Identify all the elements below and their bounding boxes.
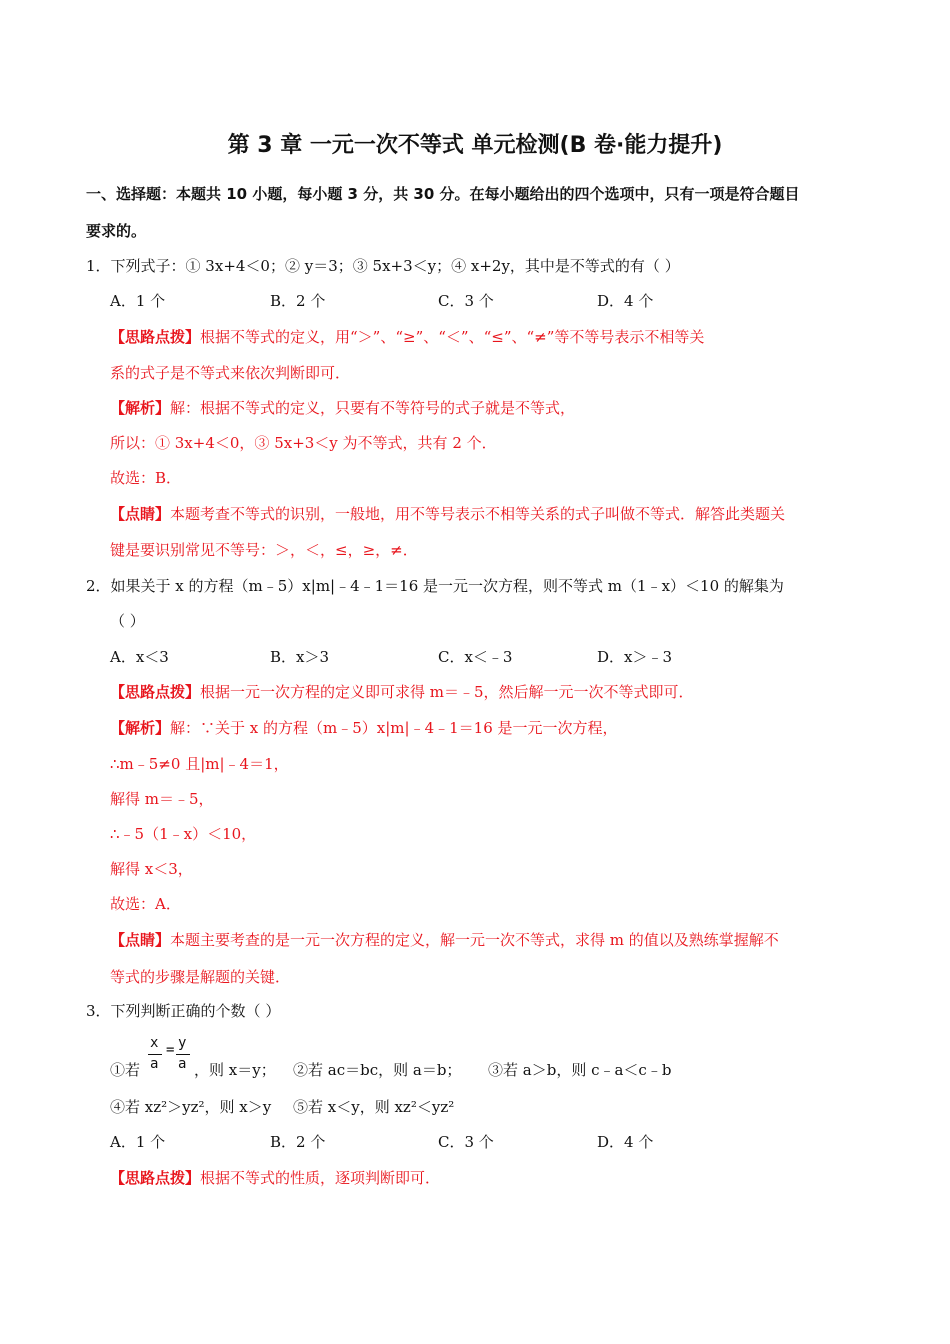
q1-solution-line3: 故选：B．	[110, 469, 182, 487]
q2-stem-line1: 2．如果关于 x 的方程（m﹣5）x|m|﹣4﹣1＝16 是一元一次方程，则不等式 m（1﹣x）＜10 的解集为	[86, 577, 784, 595]
q3-frac-bar-1	[148, 1054, 162, 1055]
q3-statement-3: ③若 a＞b，则 c﹣a＜c﹣b	[488, 1061, 672, 1079]
q2-solution-line5: 解得 x＜3，	[110, 860, 193, 878]
section-heading-line1: 一、选择题：本题共 10 小题，每小题 3 分，共 30 分。在每小题给出的四个选项中，只有一项是符合题目	[86, 185, 800, 203]
q3-statement-4: ④若 xz²＞yz²，则 x＞y	[110, 1098, 272, 1116]
q3-frac-numerator-x: x	[150, 1035, 159, 1051]
q1-option-c: C．3 个	[438, 292, 494, 310]
q2-solution-tag: 【解析】	[110, 719, 171, 737]
q1-option-b: B．2 个	[270, 292, 326, 310]
q1-solution-text: 解：根据不等式的定义，只要有不等符号的式子就是不等式，	[170, 399, 576, 417]
q1-point-line1	[110, 504, 785, 524]
q2-point-line2: 等式的步骤是解题的关键．	[110, 968, 291, 986]
q1-stem: 1．下列式子：① 3x+4＜0；② y＝3；③ 5x+3＜y；④ x+2y，其中是不等式的有（ ）	[86, 257, 680, 275]
q3-frac-equals: =	[166, 1042, 175, 1058]
q3-hint-text: 根据不等式的性质，逐项判断即可．	[200, 1169, 441, 1187]
q3-frac-bar-2	[176, 1054, 190, 1055]
q2-solution-line3: 解得 m＝﹣5，	[110, 790, 214, 808]
q2-solution-line2: ∴m﹣5≠0 且|m|﹣4＝1，	[110, 755, 289, 773]
q1-hint-line2: 系的式子是不等式来依次判断即可．	[110, 364, 351, 382]
q2-stem-line2: （ ）	[110, 612, 145, 630]
q3-stem: 3．下列判断正确的个数（ ）	[86, 1002, 281, 1020]
q2-hint-text: 根据一元一次方程的定义即可求得 m＝﹣5，然后解一元一次不等式即可．	[200, 683, 694, 701]
q2-point-text: 本题主要考查的是一元一次方程的定义，解一元一次不等式，求得 m 的值以及熟练掌握解不	[170, 931, 779, 949]
q1-hint-line1	[110, 327, 704, 347]
q2-solution-text: 解：∵关于 x 的方程（m﹣5）x|m|﹣4﹣1＝16 是一元一次方程，	[170, 719, 618, 737]
q1-solution-line1	[110, 398, 575, 418]
q3-statement-2: ②若 ac＝bc，则 a＝b；	[293, 1061, 462, 1079]
q3-statement-5: ⑤若 x＜y，则 xz²＜yz²	[293, 1098, 455, 1116]
q1-hint-tag: 【思路点拨】	[110, 328, 201, 346]
q3-option-a: A．1 个	[110, 1133, 166, 1151]
q2-solution-line1	[110, 718, 618, 738]
q3-option-c: C．3 个	[438, 1133, 494, 1151]
q2-option-d: D．x＞﹣3	[597, 648, 673, 666]
q3-frac-denominator-a1: a	[150, 1056, 159, 1072]
q2-hint-tag: 【思路点拨】	[110, 683, 201, 701]
q1-option-d: D．4 个	[597, 292, 654, 310]
section-heading-line2: 要求的。	[86, 222, 147, 240]
q3-hint-tag: 【思路点拨】	[110, 1169, 201, 1187]
q1-hint-text: 根据不等式的定义，用“＞”、“≥”、“＜”、“≤”、“≠”等不等号表示不相等关	[200, 328, 705, 346]
q3-option-b: B．2 个	[270, 1133, 326, 1151]
q2-point-line1	[110, 930, 779, 950]
q1-point-line2: 键是要识别常见不等号：＞，＜，≤，≥，≠．	[110, 541, 418, 559]
q1-solution-line2: 所以：① 3x+4＜0，③ 5x+3＜y 为不等式，共有 2 个．	[110, 434, 497, 452]
q1-point-text: 本题考查不等式的识别，一般地，用不等号表示不相等关系的式子叫做不等式．解答此类题关	[170, 505, 786, 523]
q2-solution-line6: 故选：A．	[110, 895, 181, 913]
page-title: 第 3 章 一元一次不等式 单元检测(B 卷·能力提升)	[227, 133, 723, 158]
q3-frac-denominator-a2: a	[178, 1056, 187, 1072]
q2-point-tag: 【点睛】	[110, 931, 171, 949]
q1-option-a: A．1 个	[110, 292, 166, 310]
q2-hint-line1	[110, 682, 694, 702]
q2-option-c: C．x＜﹣3	[438, 648, 513, 666]
q3-statement-1-prefix: ①若	[110, 1061, 141, 1079]
q3-option-d: D．4 个	[597, 1133, 654, 1151]
q3-frac-numerator-y: y	[178, 1035, 187, 1051]
q3-hint-line1	[110, 1168, 440, 1188]
q1-point-tag: 【点睛】	[110, 505, 171, 523]
q2-option-a: A．x＜3	[110, 648, 169, 666]
q1-solution-tag: 【解析】	[110, 399, 171, 417]
q2-solution-line4: ∴﹣5（1﹣x）＜10，	[110, 825, 257, 843]
q3-statement-1-suffix: ，则 x＝y；	[194, 1061, 276, 1079]
q2-option-b: B．x＞3	[270, 648, 330, 666]
